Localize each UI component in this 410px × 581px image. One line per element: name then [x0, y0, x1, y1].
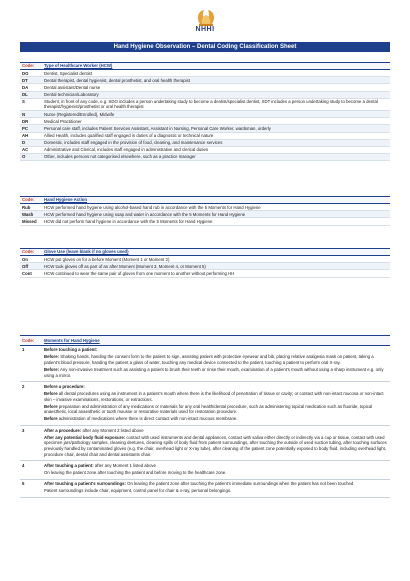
code-header: Code:	[20, 197, 42, 204]
code-cell: AH	[20, 132, 42, 139]
logo-text: NHHI	[195, 26, 215, 33]
table-row	[20, 154, 390, 161]
desc-cell: HCW did not perform hand hygiene in accordance with the 5 Moments for Hand Hygiene	[42, 218, 390, 225]
code-cell: DO	[20, 70, 42, 77]
moment-text: On leaving the patient zone after touching the patient and before moving to the healthcare zone.	[44, 469, 227, 475]
code-cell: S	[20, 98, 42, 111]
moment-description	[42, 479, 390, 497]
table-row	[20, 91, 390, 98]
desc-cell: HCW performed hand hygiene using alcohol-based hand rub in accordance with the 5 Moments for Hand Hygiene	[42, 204, 390, 211]
moment-description	[42, 461, 390, 479]
table-header-row	[20, 249, 390, 256]
table-row	[20, 263, 390, 270]
table-row	[20, 256, 390, 263]
table-row	[20, 98, 390, 111]
table-header-row	[20, 63, 390, 70]
moment-title-rest: On leaving the patient zone after touching the patient's immediate surroundings when the patient has not been touched	[127, 481, 354, 487]
table-row	[20, 204, 390, 211]
table-row	[20, 111, 390, 118]
moment-description	[42, 382, 390, 426]
code-cell: Missed	[20, 218, 42, 225]
moment-description	[42, 345, 390, 382]
moment-label: Before	[44, 416, 58, 422]
moment-row	[20, 479, 390, 497]
table-row	[20, 125, 390, 132]
desc-cell: Other, includes persons not categorised elsewhere, such as a practice manager	[42, 154, 390, 161]
moment-text: preparation and administration of any medications or materials for any oral health/dental procedure, such as administering topical medication such as fluoride, topical anaesthetic, local anaesthetic or tooth mousse or restorative materials used for restoration procedure.	[44, 403, 373, 415]
table-row	[20, 146, 390, 153]
table-row	[20, 77, 390, 84]
moment-title: After a procedure:	[44, 427, 82, 433]
moment-title: After touching a patient's surroundings:	[44, 481, 126, 487]
moment-row	[20, 461, 390, 479]
code-header: Code:	[20, 249, 42, 256]
desc-cell: Student, in front of any code, e.g. SDO includes a person undertaking study to become a dentist/specialist dentist, SDT includes a person undertaking study to become a dental therapist/hygienist/prosthetist or oral health therapist	[42, 98, 390, 111]
desc-cell: Administrative and Clerical, includes staff engaged in administrative and clerical duties	[42, 146, 390, 153]
table-header-row	[20, 336, 390, 346]
code-cell: Cont	[20, 270, 42, 277]
code-header: Code:	[20, 336, 42, 346]
desc-cell: Nurse (Registered/Enrolled), Midwife	[42, 111, 390, 118]
code-cell: On	[20, 256, 42, 263]
moment-number: 2	[20, 382, 42, 426]
moment-number: 1	[20, 345, 42, 382]
moment-title: Before a procedure:	[44, 383, 85, 389]
table-header-row	[20, 197, 390, 204]
desc-cell: Medical Practitioner	[42, 118, 390, 125]
moment-text: Any non-invasive treatment such as assisting a patient to brush their teeth or rinse their mouth, examination of a patient's mouth without using a sharp instrument e.g. only using a mirror.	[44, 367, 384, 378]
code-cell: DR	[20, 118, 42, 125]
code-cell: DA	[20, 84, 42, 91]
desc-cell: Personal care staff, includes Patient Services Assistant, Assistant in Nursing, Personal Care Worker, wardsman, orderly	[42, 125, 390, 132]
code-cell: PC	[20, 125, 42, 132]
desc-cell: Dental assistant/Dental nurse	[42, 84, 390, 91]
desc-cell: Dental technician/Laboratory	[42, 91, 390, 98]
table-row	[20, 218, 390, 225]
moment-row	[20, 426, 390, 461]
page-title: Hand Hygiene Observation – Dental Coding Classification Sheet	[20, 42, 390, 52]
moment-title-rest: after any Moment 1 listed above	[94, 462, 157, 468]
desc-cell: HCW put gloves on for a before Moment (Moment 1 or Moment 2)	[42, 256, 390, 263]
code-cell: Rub	[20, 204, 42, 211]
moment-row	[20, 382, 390, 426]
table-row	[20, 139, 390, 146]
table-row	[20, 211, 390, 218]
desc-cell: Dental therapist, dental hygienist, dental prosthetist, and oral health therapist	[42, 77, 390, 84]
table-row	[20, 118, 390, 125]
moment-number: 5	[20, 479, 42, 497]
moment-text: contact with used instruments and dental appliances, contact with saliva either directly or indirectly via a cup or tissue, contact with used specimen jars/pathology samples, cleaning dentures, cleaning spills of body fluid from patient surroundings, after touching the outside of used suction tubing, after touching surfaces previously handled by contaminated gloves (e.g. the chair, overhead light or X-ray tube), after cleaning of the patient zone potentially exposed to body fluid, including overhead light, procedure chair, dental chair and dental assistants chair.	[44, 434, 387, 457]
moments-table	[20, 335, 390, 498]
desc-cell: HCW took gloves off as part of an after Moment (Moment 3, Moment 4, or Moment 5)	[42, 263, 390, 270]
section-heading: Type of Healthcare Worker (HCW)	[42, 63, 390, 70]
desc-cell: HCW continued to wear the same pair of gloves from one moment to another without performing HH	[42, 270, 390, 277]
desc-cell: HCW performed hand hygiene using soap and water in accordance with the 5 Moments for Hand Hygiene	[42, 211, 390, 218]
table-row	[20, 132, 390, 139]
code-cell: N	[20, 111, 42, 118]
moment-label: Before	[44, 403, 58, 409]
desc-cell: Domestic, includes staff engaged in the provision of food, cleaning, and maintenance services	[42, 139, 390, 146]
moment-title: After touching a patient:	[44, 462, 94, 468]
moment-row	[20, 345, 390, 382]
moment-description	[42, 426, 390, 461]
moment-label: Before:	[44, 354, 60, 360]
moment-title: Before touching a patient:	[44, 347, 98, 353]
table-row	[20, 84, 390, 91]
moment-number: 3	[20, 426, 42, 461]
glove-table	[20, 248, 390, 278]
moment-text: administration of medications where there is direct contact with non-intact mucous membrane.	[58, 416, 238, 422]
code-cell: O	[20, 154, 42, 161]
moment-text: Shaking hands, handing the consent form to the patient to sign, assisting patient with protective eyewear and bib, placing relative analgesia mask on patient, taking a patient's blood pressure, handing the patient a glass of water, touching any medical device connected to the patient, touching a patient to perform oral X-ray.	[44, 354, 374, 365]
desc-cell: Dentist, Specialist dentist	[42, 70, 390, 77]
section-heading: Glove Use (leave blank if no gloves used)	[42, 249, 390, 256]
code-cell: D	[20, 139, 42, 146]
code-cell: Wash	[20, 211, 42, 218]
moment-label: Before:	[44, 367, 60, 372]
moment-text: Patient surroundings include chair, equipment, control panel for chair & x-ray, personal belongings.	[44, 488, 232, 494]
code-cell: AC	[20, 146, 42, 153]
code-cell: DT	[20, 77, 42, 84]
section-heading: Hand Hygiene Action	[42, 197, 390, 204]
code-header: Code:	[20, 63, 42, 70]
desc-cell: Allied Health, includes qualified staff engaged in duties of a diagnostic or technical nature	[42, 132, 390, 139]
moment-text: all dental procedures using an instrument in a patient's mouth where there is the likelihood of penetration of tissue or cavity; or contact with non-intact mucosa or non-intact skin – invasive examinations, restorations, or extractions.	[44, 390, 384, 402]
code-cell: DL	[20, 91, 42, 98]
moment-title-rest: after any Moment 2 listed above	[82, 427, 144, 433]
hcw-table	[20, 62, 390, 161]
moment-label: After any potential body fluid exposure:	[44, 434, 126, 440]
code-cell: Off	[20, 263, 42, 270]
moment-number: 4	[20, 461, 42, 479]
section-heading: Moments for Hand Hygiene	[42, 336, 390, 346]
moment-label: Before	[44, 390, 58, 396]
table-row	[20, 270, 390, 277]
table-row	[20, 70, 390, 77]
action-table	[20, 196, 390, 226]
